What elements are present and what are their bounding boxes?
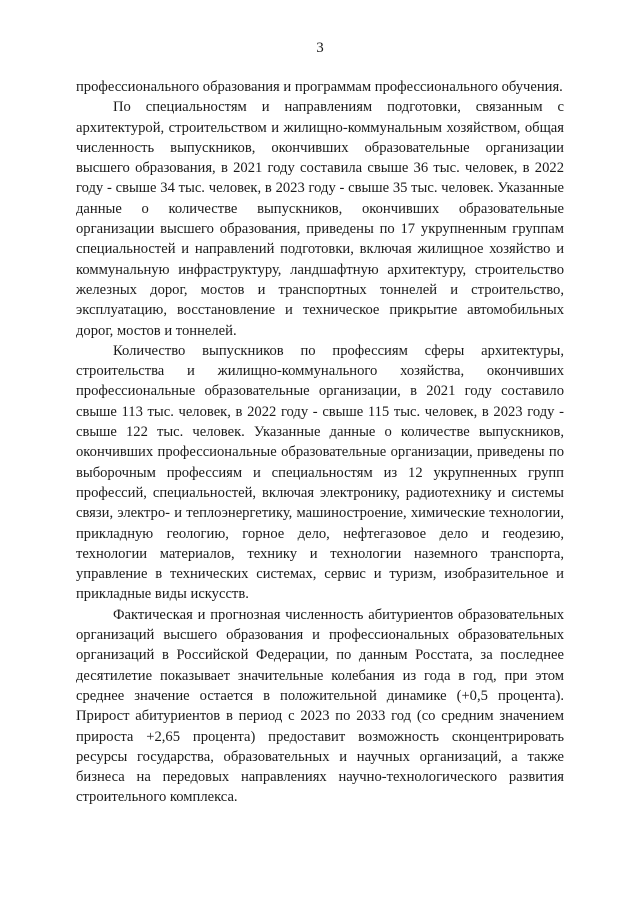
paragraph-applicants-forecast: Фактическая и прогнозная численность абитуриентов образовательных организаций высшего образования и профессиональных образовательных организаций в Российской Федерации, по данным Росстата, за последнее десятилетие показывает значительные колебания из года в год, при этом среднее значение остается в положительной динамике (+0,5 процента). Прирост абитуриентов в период с 2023 по 2033 год (со средним значением прироста +2,65 процента) предоставит возможность сконцентрировать ресурсы государства, образовательных и научных организаций, а также бизнеса на передовых направлениях научно-технологического развития строительного комплекса.: [76, 606, 564, 806]
paragraph-continuation: профессионального образования и программам профессионального обучения.: [76, 79, 563, 95]
document-body: [76, 77, 564, 808]
paragraph-graduates-higher-education: По специальностям и направлениям подготовки, связанным с архитектурой, строительством и жилищно-коммунальным хозяйством, общая численность выпускников, окончивших образовательные организации высшего образования, в 2021 году составила свыше 36 тыс. человек, в 2022 году - свыше 34 тыс. человек, в 2023 году - свыше 35 тыс. человек. Указанные данные о количестве выпускников, окончивших образовательные организации высшего образования, приведены по 17 укрупненным группам специальностей и направлений подготовки, включая жилищное хозяйство и коммунальную инфраструктуру, ландшафтную архитектуру, строительство железных дорог, мостов и транспортных тоннелей и строительство, эксплуатацию, восстановление и техническое прикрытие автомобильных дорог, мостов и тоннелей.: [76, 99, 564, 339]
page-number: 3: [316, 40, 324, 56]
paragraph-graduates-vocational-education: Количество выпускников по профессиям сферы архитектуры, строительства и жилищно-коммунального хозяйства, окончивших профессиональные образовательные организации, в 2021 году составило свыше 113 тыс. человек, в 2022 году - свыше 115 тыс. человек, в 2023 году - свыше 122 тыс. человек. Указанные данные о количестве выпускников, окончивших профессиональные образовательные организации, приведены по выборочным профессиям и специальностям из 12 укрупненных групп профессий, специальностей, включая электронику, радиотехнику и системы связи, электро- и теплоэнергетику, машиностроение, химические технологии, прикладную геологию, горное дело, нефтегазовое дело и геодезию, технологии материалов, технику и технологии наземного транспорта, управление в технических системах, сервис и туризм, изобразительное и прикладные виды искусств.: [76, 342, 564, 603]
